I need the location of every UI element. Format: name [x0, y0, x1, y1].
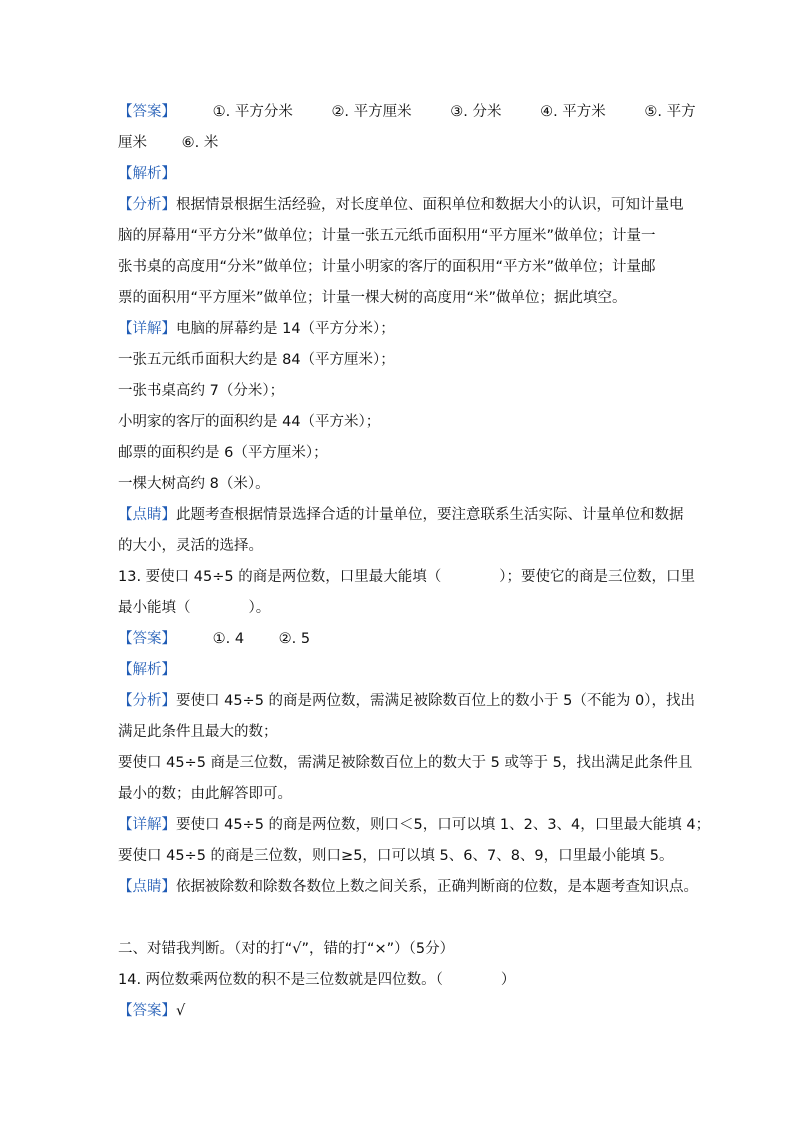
answer-item: ②. 5 — [278, 631, 311, 647]
q13-question-line: 13. 要使口 45÷5 的商是两位数，口里最大能填（ ）；要使它的商是三位数，口里 — [118, 569, 695, 585]
dianjing-line — [118, 877, 698, 897]
fenxi-text: 要使口 45÷5 的商是两位数，需满足被除数百位上的数小于 5（不能为 0），找出 — [176, 693, 695, 709]
q12-answer-line-2 — [118, 133, 218, 153]
dianjing-text: 此题考查根据情景选择合适的计量单位，要注意联系生活实际、计量单位和数据 — [176, 507, 684, 523]
xiangjie-line — [118, 319, 395, 339]
answer-item: ②. 平方厘米 — [331, 104, 412, 120]
fenxi-tag: 【分析】 — [118, 693, 176, 709]
answer-item: ①. 4 — [212, 631, 245, 647]
dianjing-line — [118, 505, 684, 525]
answer-item: ③. 分米 — [450, 104, 502, 120]
xiangjie-line: 一张书桌高约 7（分米）； — [118, 383, 285, 399]
xiangjie-text: 电脑的屏幕约是 14（平方分米）； — [176, 321, 395, 337]
q14-question: 14. 两位数乘两位数的积不是三位数就是四位数。（ ） — [118, 972, 516, 988]
dianjing-tag: 【点睛】 — [118, 879, 176, 895]
fenxi-line: 张书桌的高度用“分米”做单位；计量小明家的客厅的面积用“平方米”做单位；计量邮 — [118, 259, 656, 275]
fenxi-line: 要使口 45÷5 商是三位数，需满足被除数百位上的数大于 5 或等于 5，找出满足此条件且 — [118, 755, 693, 771]
xiangjie-tag: 【详解】 — [118, 817, 176, 833]
answer-item: √ — [176, 1003, 186, 1019]
fenxi-line — [118, 195, 684, 215]
answer-tag: 【答案】 — [118, 631, 176, 647]
fenxi-line: 满足此条件且最大的数； — [118, 724, 278, 740]
answer-item: ①. 平方分米 — [212, 104, 293, 120]
fenxi-line: 脑的屏幕用“平方分米”做单位；计量一张五元纸币面积用“平方厘米”做单位；计量一 — [118, 228, 656, 244]
q14-answer-line — [118, 1001, 185, 1021]
fenxi-line — [118, 691, 695, 711]
dianjing-text: 依据被除数和除数各数位上数之间关系，正确判断商的位数，是本题考查知识点。 — [176, 879, 698, 895]
xiangjie-line: 小明家的客厅的面积约是 44（平方米）； — [118, 414, 381, 430]
dianjing-line: 的大小，灵活的选择。 — [118, 538, 263, 554]
section-heading: 二、对错我判断。（对的打“√”，错的打“×”）（5分） — [118, 941, 455, 957]
analysis-tag: 【解析】 — [118, 166, 176, 182]
answer-item: 厘米 — [118, 135, 147, 151]
answer-tag: 【答案】 — [118, 104, 176, 120]
answer-item: ⑥. 米 — [181, 135, 219, 151]
xiangjie-line: 邮票的面积约是 6（平方厘米）； — [118, 445, 328, 461]
xiangjie-line: 要使口 45÷5 的商是三位数，则口≥5，口可以填 5、6、7、8、9，口里最小能填 5。 — [118, 848, 674, 864]
xiangjie-line: 一张五元纸币面积大约是 84（平方厘米）； — [118, 352, 395, 368]
fenxi-text: 根据情景根据生活经验，对长度单位、面积单位和数据大小的认识，可知计量电 — [176, 197, 684, 213]
answer-item: ⑤. 平方 — [644, 104, 696, 120]
xiangjie-text: 要使口 45÷5 的商是两位数，则口＜5，口可以填 1、2、3、4，口里最大能填 4； — [176, 817, 711, 833]
q13-question-line: 最小能填（ ）。 — [118, 600, 271, 616]
answer-tag: 【答案】 — [118, 1003, 176, 1019]
q13-answer-line — [118, 629, 310, 649]
dianjing-tag: 【点睛】 — [118, 507, 176, 523]
xiangjie-tag: 【详解】 — [118, 321, 176, 337]
xiangjie-line: 一棵大树高约 8（米）。 — [118, 476, 270, 492]
q12-answer-line-1 — [118, 102, 696, 122]
analysis-tag: 【解析】 — [118, 662, 176, 678]
fenxi-tag: 【分析】 — [118, 197, 176, 213]
answer-item: ④. 平方米 — [540, 104, 606, 120]
xiangjie-line — [118, 815, 710, 835]
fenxi-line: 最小的数；由此解答即可。 — [118, 786, 292, 802]
fenxi-line: 票的面积用“平方厘米”做单位；计量一棵大树的高度用“米”做单位；据此填空。 — [118, 290, 627, 306]
